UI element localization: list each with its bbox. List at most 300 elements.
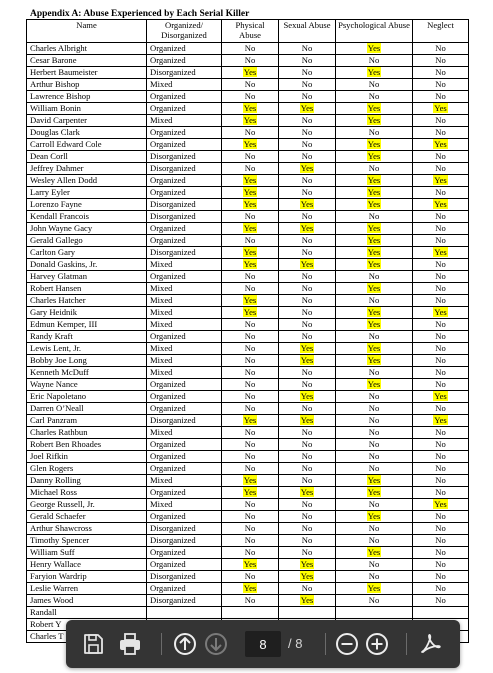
cell-value: No xyxy=(244,367,256,377)
cell-sexual xyxy=(279,163,336,175)
cell-value: No xyxy=(301,115,313,125)
cell-type xyxy=(147,79,222,91)
cell-type xyxy=(147,163,222,175)
cell-physical xyxy=(222,583,279,595)
cell-value: Organized xyxy=(150,439,186,449)
cell-value: Yes xyxy=(367,379,381,389)
cell-value: Yes xyxy=(243,247,257,257)
cell-neglect xyxy=(413,583,469,595)
cell-value: No xyxy=(368,79,380,89)
table-row xyxy=(27,439,469,451)
cell-value: Yes xyxy=(300,343,314,353)
abuse-table xyxy=(26,19,469,643)
cell-name xyxy=(27,91,147,103)
cell-value: Carl Panzram xyxy=(30,415,78,425)
cell-value: No xyxy=(301,43,313,53)
cell-value: No xyxy=(244,439,256,449)
cell-sexual xyxy=(279,79,336,91)
cell-value: No xyxy=(368,559,380,569)
table-row xyxy=(27,295,469,307)
cell-name xyxy=(27,283,147,295)
cell-value: No xyxy=(244,451,256,461)
cell-sexual xyxy=(279,427,336,439)
cell-physical xyxy=(222,211,279,223)
cell-type xyxy=(147,403,222,415)
cell-neglect xyxy=(413,307,469,319)
cell-value: No xyxy=(301,91,313,101)
cell-value: Michael Ross xyxy=(30,487,78,497)
cell-name xyxy=(27,223,147,235)
cell-name xyxy=(27,403,147,415)
cell-type xyxy=(147,211,222,223)
cell-value: Yes xyxy=(367,115,381,125)
cell-value: Danny Rolling xyxy=(30,475,81,485)
cell-value: Yes xyxy=(367,547,381,557)
cell-value: Gerald Schaefer xyxy=(30,511,86,521)
cell-psychological xyxy=(336,331,413,343)
cell-value: Yes xyxy=(434,199,447,209)
cell-type xyxy=(147,247,222,259)
cell-value: Organized xyxy=(150,91,186,101)
table-row xyxy=(27,583,469,595)
cell-value: No xyxy=(368,427,380,437)
cell-physical xyxy=(222,547,279,559)
cell-neglect xyxy=(413,487,469,499)
cell-physical xyxy=(222,499,279,511)
cell-value: Yes xyxy=(243,175,257,185)
cell-value: Jeffrey Dahmer xyxy=(30,163,84,173)
cell-type xyxy=(147,475,222,487)
cell-physical xyxy=(222,415,279,427)
cell-name xyxy=(27,379,147,391)
cell-neglect xyxy=(413,511,469,523)
cell-value: No xyxy=(435,79,446,89)
cell-value: No xyxy=(244,523,256,533)
cell-value: Yes xyxy=(434,139,447,149)
cell-value: No xyxy=(368,55,380,65)
cell-sexual xyxy=(279,283,336,295)
cell-neglect xyxy=(413,607,469,619)
cell-value: Yes xyxy=(367,247,381,257)
cell-value: No xyxy=(301,295,313,305)
cell-psychological xyxy=(336,175,413,187)
cell-value: Dean Corll xyxy=(30,151,68,161)
cell-neglect xyxy=(413,403,469,415)
cell-sexual xyxy=(279,91,336,103)
appendix-title: Appendix A: Abuse Experienced by Each Serial Killer xyxy=(30,9,250,19)
cell-name xyxy=(27,343,147,355)
cell-name xyxy=(27,175,147,187)
cell-sexual xyxy=(279,355,336,367)
cell-physical xyxy=(222,247,279,259)
cell-type xyxy=(147,235,222,247)
cell-value: No xyxy=(244,535,256,545)
cell-neglect xyxy=(413,187,469,199)
cell-psychological xyxy=(336,199,413,211)
table-row xyxy=(27,331,469,343)
cell-psychological xyxy=(336,595,413,607)
table-row xyxy=(27,559,469,571)
column-header-neglect: Neglect xyxy=(413,20,469,43)
cell-sexual xyxy=(279,139,336,151)
cell-psychological xyxy=(336,427,413,439)
cell-value: Arthur Bishop xyxy=(30,79,80,89)
cell-psychological xyxy=(336,451,413,463)
cell-physical xyxy=(222,235,279,247)
cell-value: No xyxy=(244,211,256,221)
cell-value: Donald Gaskins, Jr. xyxy=(30,259,98,269)
cell-value: No xyxy=(301,499,313,509)
cell-physical xyxy=(222,535,279,547)
cell-sexual xyxy=(279,547,336,559)
table-row xyxy=(27,415,469,427)
cell-physical xyxy=(222,319,279,331)
cell-psychological xyxy=(336,127,413,139)
cell-value: Yes xyxy=(300,163,314,173)
cell-neglect xyxy=(413,283,469,295)
table-row xyxy=(27,463,469,475)
cell-neglect xyxy=(413,43,469,55)
cell-value: John Wayne Gacy xyxy=(30,223,93,233)
cell-name xyxy=(27,319,147,331)
cell-value: Yes xyxy=(434,307,447,317)
cell-value: No xyxy=(244,163,256,173)
cell-value: No xyxy=(368,571,380,581)
cell-neglect xyxy=(413,163,469,175)
cell-value: Yes xyxy=(434,391,447,401)
cell-name xyxy=(27,331,147,343)
cell-value: Yes xyxy=(243,295,257,305)
cell-neglect xyxy=(413,343,469,355)
cell-physical xyxy=(222,223,279,235)
cell-psychological xyxy=(336,187,413,199)
cell-value: No xyxy=(368,391,380,401)
acrobat-icon[interactable] xyxy=(418,631,444,657)
cell-physical xyxy=(222,199,279,211)
cell-neglect xyxy=(413,67,469,79)
cell-value: No xyxy=(435,187,446,197)
cell-value: Yes xyxy=(367,139,381,149)
cell-value: No xyxy=(368,523,380,533)
cell-value: No xyxy=(244,151,256,161)
cell-value: George Russell, Jr. xyxy=(30,499,95,509)
cell-neglect xyxy=(413,415,469,427)
cell-neglect xyxy=(413,151,469,163)
cell-value: Yes xyxy=(367,487,381,497)
cell-type xyxy=(147,283,222,295)
cell-name xyxy=(27,511,147,523)
cell-type xyxy=(147,463,222,475)
cell-neglect xyxy=(413,559,469,571)
cell-value: No xyxy=(244,355,256,365)
cell-value: Yes xyxy=(243,139,257,149)
cell-neglect xyxy=(413,391,469,403)
cell-value: No xyxy=(244,91,256,101)
cell-value: Lorenzo Fayne xyxy=(30,199,82,209)
cell-physical xyxy=(222,115,279,127)
cell-value: Leslie Warren xyxy=(30,583,79,593)
cell-value: No xyxy=(368,595,380,605)
cell-value: Carroll Edward Cole xyxy=(30,139,102,149)
cell-neglect xyxy=(413,379,469,391)
cell-value: No xyxy=(244,55,256,65)
cell-value: No xyxy=(301,187,313,197)
cell-psychological xyxy=(336,67,413,79)
cell-value: No xyxy=(244,547,256,557)
cell-neglect xyxy=(413,355,469,367)
table-row xyxy=(27,127,469,139)
cell-value: Yes xyxy=(243,199,257,209)
table-row xyxy=(27,151,469,163)
cell-value: No xyxy=(301,547,313,557)
cell-physical xyxy=(222,271,279,283)
cell-value: Organized xyxy=(150,271,186,281)
table-row xyxy=(27,91,469,103)
cell-sexual xyxy=(279,175,336,187)
cell-psychological xyxy=(336,283,413,295)
cell-value: No xyxy=(368,331,380,341)
table-row xyxy=(27,547,469,559)
cell-value: No xyxy=(301,379,313,389)
cell-psychological xyxy=(336,607,413,619)
table-row xyxy=(27,259,469,271)
cell-name xyxy=(27,427,147,439)
cell-value: Organized xyxy=(150,559,186,569)
table-header-row xyxy=(27,20,469,43)
cell-neglect xyxy=(413,547,469,559)
cell-value: Yes xyxy=(434,103,447,113)
cell-neglect xyxy=(413,427,469,439)
cell-name xyxy=(27,499,147,511)
cell-neglect xyxy=(413,55,469,67)
cell-neglect xyxy=(413,91,469,103)
table-row xyxy=(27,79,469,91)
cell-value: No xyxy=(301,367,313,377)
table-row xyxy=(27,139,469,151)
cell-value: Yes xyxy=(367,343,381,353)
cell-value: No xyxy=(244,331,256,341)
cell-sexual xyxy=(279,211,336,223)
cell-value: No xyxy=(301,475,313,485)
cell-physical xyxy=(222,463,279,475)
cell-neglect xyxy=(413,223,469,235)
cell-name xyxy=(27,199,147,211)
cell-name xyxy=(27,79,147,91)
cell-value: Yes xyxy=(367,583,381,593)
cell-neglect xyxy=(413,319,469,331)
cell-value: No xyxy=(435,331,446,341)
cell-value: No xyxy=(435,271,446,281)
cell-physical xyxy=(222,307,279,319)
cell-value: Organized xyxy=(150,451,186,461)
cell-value: No xyxy=(435,283,446,293)
cell-psychological xyxy=(336,511,413,523)
pdf-toolbar xyxy=(66,620,460,668)
cell-value: Disorganized xyxy=(150,199,196,209)
cell-value: Organized xyxy=(150,463,186,473)
cell-value: No xyxy=(301,139,313,149)
cell-value: Kenneth McDuff xyxy=(30,367,89,377)
cell-sexual xyxy=(279,55,336,67)
cell-value: Edmun Kemper, III xyxy=(30,319,98,329)
toolbar-separator xyxy=(406,633,407,655)
cell-type xyxy=(147,535,222,547)
cell-value: No xyxy=(244,403,256,413)
cell-psychological xyxy=(336,151,413,163)
column-header-type: Organized/ Disorganized xyxy=(147,20,222,43)
zoom-in-icon[interactable] xyxy=(364,631,390,657)
table-row xyxy=(27,451,469,463)
table-row xyxy=(27,163,469,175)
cell-value: Disorganized xyxy=(150,67,196,77)
cell-value: No xyxy=(244,391,256,401)
cell-name xyxy=(27,103,147,115)
cell-value: No xyxy=(301,67,313,77)
cell-value: Yes xyxy=(367,259,381,269)
cell-name xyxy=(27,523,147,535)
cell-value: Randy Kraft xyxy=(30,331,73,341)
cell-psychological xyxy=(336,391,413,403)
cell-value: Yes xyxy=(243,223,257,233)
cell-value: No xyxy=(435,295,446,305)
cell-value: Robert Ben Rhoades xyxy=(30,439,102,449)
cell-value: Yes xyxy=(243,475,257,485)
cell-value: Yes xyxy=(243,415,257,425)
cell-psychological xyxy=(336,367,413,379)
page-up-icon[interactable] xyxy=(172,631,198,657)
cell-value: No xyxy=(301,283,313,293)
cell-psychological xyxy=(336,535,413,547)
cell-value: Yes xyxy=(367,43,381,53)
cell-value: William Suff xyxy=(30,547,75,557)
cell-name xyxy=(27,415,147,427)
cell-value: No xyxy=(301,523,313,533)
cell-value: Yes xyxy=(367,319,381,329)
toolbar-separator xyxy=(325,633,326,655)
cell-physical xyxy=(222,79,279,91)
cell-physical xyxy=(222,451,279,463)
cell-physical xyxy=(222,355,279,367)
cell-sexual xyxy=(279,103,336,115)
cell-value: Arthur Shawcross xyxy=(30,523,92,533)
table-row xyxy=(27,247,469,259)
cell-value: Organized xyxy=(150,235,186,245)
cell-physical xyxy=(222,187,279,199)
cell-name xyxy=(27,247,147,259)
cell-value: Yes xyxy=(367,187,381,197)
cell-value: No xyxy=(244,379,256,389)
cell-name xyxy=(27,271,147,283)
cell-value: No xyxy=(368,463,380,473)
cell-sexual xyxy=(279,259,336,271)
cell-psychological xyxy=(336,463,413,475)
cell-physical xyxy=(222,127,279,139)
cell-value: Disorganized xyxy=(150,523,196,533)
cell-name xyxy=(27,139,147,151)
cell-value: No xyxy=(435,343,446,353)
cell-psychological xyxy=(336,247,413,259)
cell-value: Yes xyxy=(367,223,381,233)
cell-type xyxy=(147,319,222,331)
cell-value: Yes xyxy=(434,415,447,425)
cell-type xyxy=(147,175,222,187)
cell-type xyxy=(147,559,222,571)
print-icon[interactable] xyxy=(117,631,143,657)
cell-value: No xyxy=(244,79,256,89)
cell-value: Yes xyxy=(367,475,381,485)
cell-name xyxy=(27,535,147,547)
table-body xyxy=(27,43,469,643)
cell-sexual xyxy=(279,223,336,235)
table-row xyxy=(27,283,469,295)
cell-sexual xyxy=(279,43,336,55)
cell-value: Organized xyxy=(150,547,186,557)
cell-sexual xyxy=(279,403,336,415)
cell-neglect xyxy=(413,211,469,223)
toolbar-separator xyxy=(161,633,162,655)
cell-physical xyxy=(222,403,279,415)
cell-value: Yes xyxy=(367,235,381,245)
cell-neglect xyxy=(413,79,469,91)
cell-physical xyxy=(222,259,279,271)
zoom-out-icon[interactable] xyxy=(334,631,360,657)
cell-value: Organized xyxy=(150,391,186,401)
cell-value: Mixed xyxy=(150,115,173,125)
cell-neglect xyxy=(413,271,469,283)
table-row xyxy=(27,367,469,379)
cell-value: Organized xyxy=(150,127,186,137)
page-down-icon[interactable] xyxy=(203,631,229,657)
cell-value: No xyxy=(435,223,446,233)
table-row xyxy=(27,535,469,547)
cell-physical xyxy=(222,343,279,355)
cell-value: No xyxy=(244,427,256,437)
cell-sexual xyxy=(279,343,336,355)
cell-physical xyxy=(222,331,279,343)
cell-name xyxy=(27,295,147,307)
cell-physical xyxy=(222,103,279,115)
cell-value: Disorganized xyxy=(150,415,196,425)
cell-value: Timothy Spencer xyxy=(30,535,90,545)
cell-value: No xyxy=(301,271,313,281)
cell-physical xyxy=(222,439,279,451)
cell-neglect xyxy=(413,199,469,211)
save-icon[interactable] xyxy=(80,631,106,657)
cell-value: Organized xyxy=(150,175,186,185)
cell-value: No xyxy=(435,559,446,569)
cell-value: Organized xyxy=(150,403,186,413)
cell-value: Larry Eyler xyxy=(30,187,70,197)
cell-value: Mixed xyxy=(150,355,173,365)
cell-value: Yes xyxy=(434,247,447,257)
cell-value: No xyxy=(435,463,446,473)
cell-value: No xyxy=(301,235,313,245)
page-number-input[interactable] xyxy=(245,631,281,657)
cell-psychological xyxy=(336,487,413,499)
cell-value: Yes xyxy=(367,103,381,113)
cell-value: Lawrence Bishop xyxy=(30,91,91,101)
cell-type xyxy=(147,595,222,607)
cell-type xyxy=(147,331,222,343)
cell-sexual xyxy=(279,439,336,451)
cell-psychological xyxy=(336,139,413,151)
cell-value: Charles T xyxy=(30,631,64,641)
cell-psychological xyxy=(336,475,413,487)
cell-type xyxy=(147,67,222,79)
table-row xyxy=(27,487,469,499)
cell-value: Wayne Nance xyxy=(30,379,78,389)
cell-name xyxy=(27,439,147,451)
